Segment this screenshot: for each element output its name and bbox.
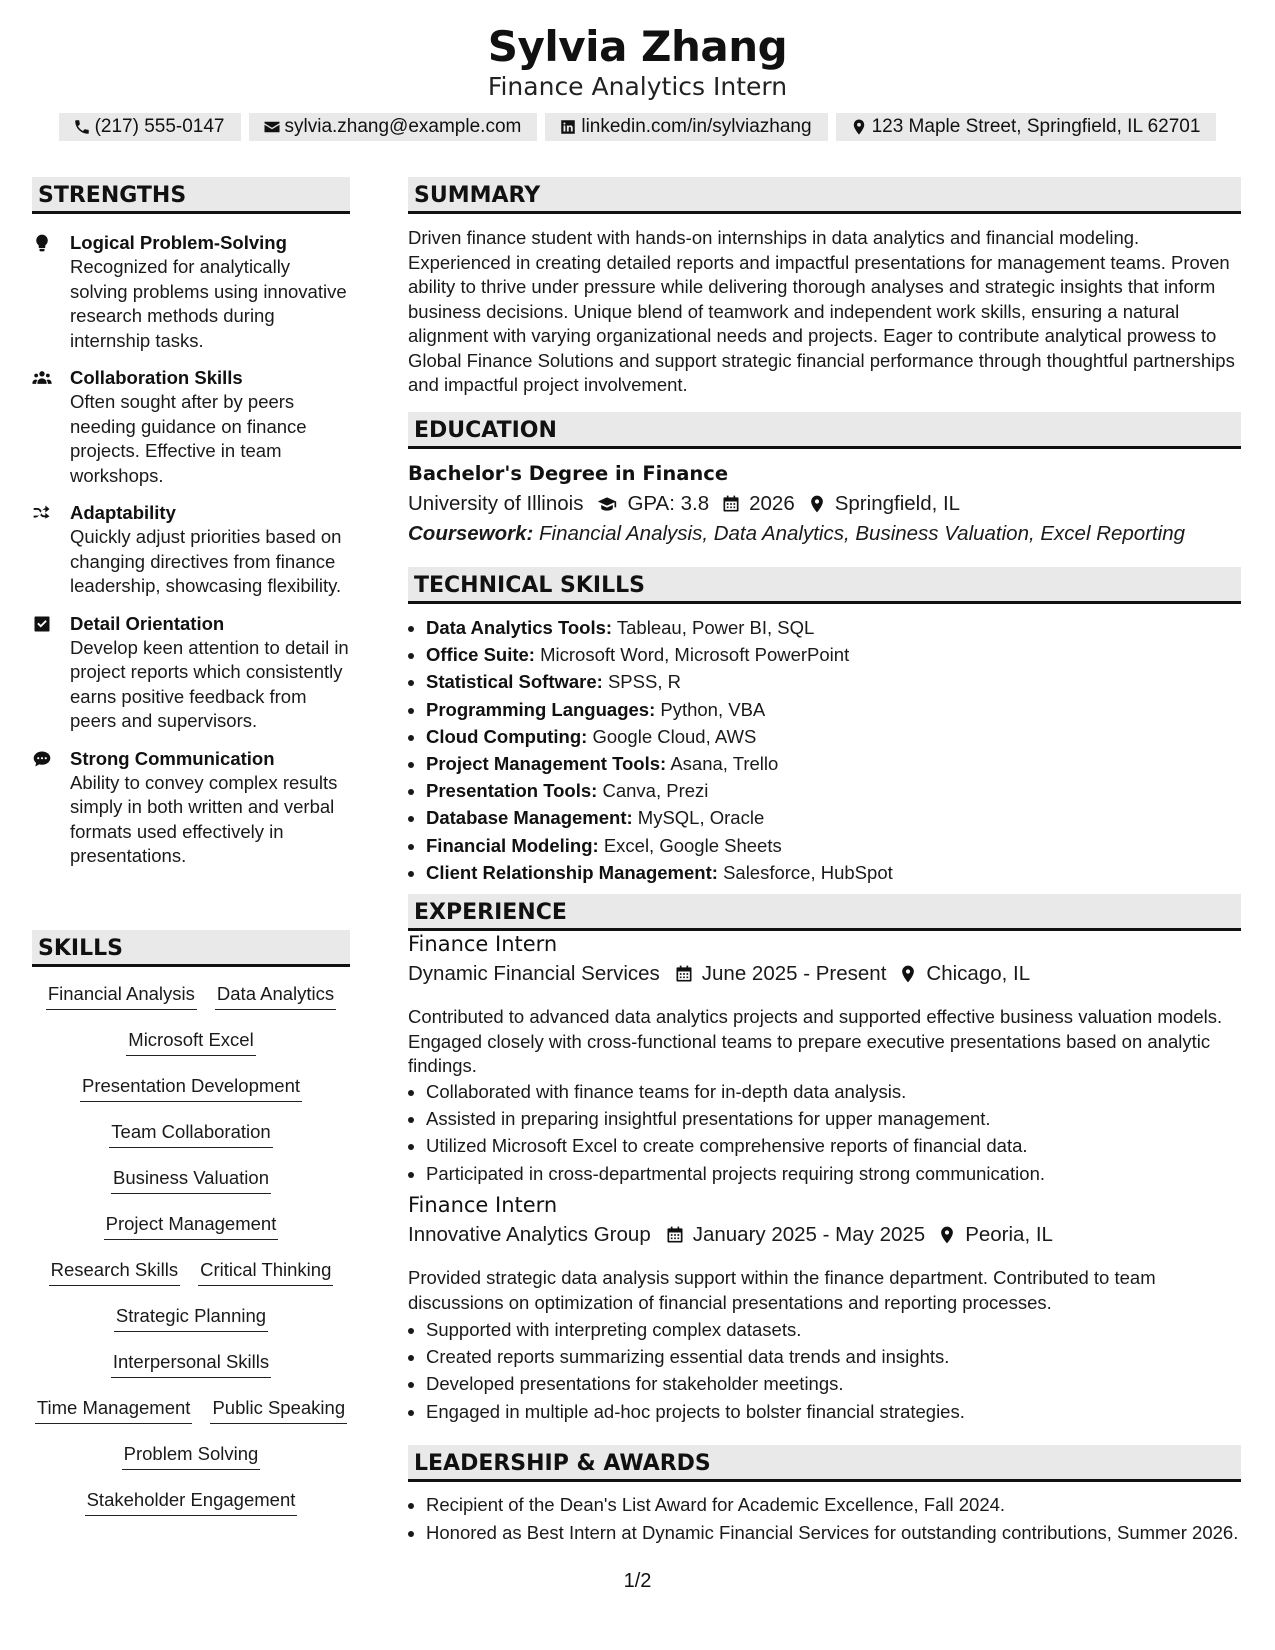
strength-title: Collaboration Skills bbox=[70, 367, 243, 388]
job-title: Finance Intern bbox=[408, 1193, 558, 1217]
tech-skill-value: Asana, Trello bbox=[670, 753, 779, 775]
tech-skill-value: Microsoft Word, Microsoft PowerPoint bbox=[540, 644, 850, 666]
chat-icon bbox=[32, 749, 52, 769]
strength-title: Adaptability bbox=[70, 502, 176, 523]
school-location: Springfield, IL bbox=[834, 492, 961, 515]
contact-phone[interactable] bbox=[59, 113, 241, 141]
shuffle-icon bbox=[32, 503, 52, 523]
tech-skill-value: MySQL, Oracle bbox=[637, 807, 765, 829]
tech-skill-item bbox=[426, 641, 1243, 668]
lightbulb-icon bbox=[32, 233, 52, 253]
strength-desc: Recognized for analytically solving problems using innovative research methods during internship tasks. bbox=[70, 256, 347, 351]
skill-tag: Microsoft Excel bbox=[126, 1029, 255, 1056]
contact-bar bbox=[0, 113, 1275, 141]
contact-linkedin[interactable] bbox=[545, 113, 827, 141]
candidate-name: Sylvia Zhang bbox=[487, 22, 788, 71]
tech-skill-value: Canva, Prezi bbox=[602, 780, 709, 802]
strength-item bbox=[32, 501, 352, 599]
tech-skill-value: SPSS, R bbox=[607, 671, 681, 693]
coursework-line bbox=[408, 522, 1185, 546]
map-pin-icon bbox=[937, 1225, 957, 1245]
tech-skill-label: Office Suite: bbox=[426, 644, 535, 666]
tech-skill-value: Google Cloud, AWS bbox=[592, 725, 757, 747]
award-item: • Recipient of the Dean's List Award for Academic Excellence, Fall 2024. bbox=[426, 1493, 1243, 1518]
job-location: Chicago, IL bbox=[926, 962, 1031, 985]
job-bullet: • Utilized Microsoft Excel to create comprehensive reports of financial data. bbox=[426, 1132, 1243, 1159]
contact-address-text: 123 Maple Street, Springfield, IL 62701 bbox=[871, 116, 1201, 137]
tech-skill-item bbox=[426, 832, 1243, 859]
strength-desc: Develop keen attention to detail in project reports which consistently earns positive feedback from peers and supervisors. bbox=[70, 636, 349, 731]
tech-skill-value: Python, VBA bbox=[660, 698, 766, 720]
tech-skill-label: Financial Modeling: bbox=[426, 834, 599, 856]
skill-tag: Time Management bbox=[35, 1397, 193, 1424]
summary-heading: SUMMARY bbox=[408, 177, 1241, 214]
job-description: Provided strategic data analysis support within the finance department. Contributed to team discussions on optimization of financial presentations and reporting processes. bbox=[408, 1267, 1156, 1313]
tech-skill-label: Client Relationship Management: bbox=[426, 861, 718, 883]
tech-skill-item bbox=[426, 859, 1243, 886]
leadership-heading: LEADERSHIP & AWARDS bbox=[408, 1445, 1241, 1482]
contact-email-text: sylvia.zhang@example.com bbox=[284, 116, 522, 137]
job-bullet: • Collaborated with finance teams for in-depth data analysis. bbox=[426, 1078, 1243, 1105]
skill-tag: Stakeholder Engagement bbox=[85, 1489, 298, 1516]
skill-tag: Project Management bbox=[104, 1213, 279, 1240]
tech-skill-label: Cloud Computing: bbox=[426, 725, 588, 747]
skill-tag: Data Analytics bbox=[215, 983, 336, 1010]
tech-skill-item bbox=[426, 804, 1243, 831]
contact-address[interactable] bbox=[836, 113, 1217, 141]
job-bullet: • Developed presentations for stakeholder meetings. bbox=[426, 1370, 1243, 1397]
tech-skill-label: Data Analytics Tools: bbox=[426, 617, 613, 638]
job-dates: January 2025 - May 2025 bbox=[692, 1223, 926, 1246]
strength-item bbox=[32, 747, 352, 869]
tech-skill-item bbox=[426, 723, 1243, 750]
users-icon bbox=[32, 368, 52, 388]
strength-desc: Ability to convey complex results simply in both written and verbal formats used effectively in presentations. bbox=[70, 771, 338, 866]
tech-skill-label: Programming Languages: bbox=[426, 698, 656, 720]
summary-text: Driven finance student with hands-on internships in data analytics and financial modeling. Experienced in creating detailed reports and impactful presentations for management teams. Proven ability to thrive under pressure while delivering thorough analyses and strategic insights that inform business decisions. Unique blend of teamwork and independent work skills, ensuring a natural alignment with varying organizational needs and projects. Eager to contribute analytical prowess to Global Finance Solutions and support strategic financial performance through thoughtful partnerships and impactful project involvement. bbox=[408, 227, 1235, 395]
skill-tag: Financial Analysis bbox=[46, 983, 197, 1010]
tech-skill-value: Salesforce, HubSpot bbox=[723, 861, 893, 883]
tech-skill-item bbox=[426, 696, 1243, 723]
skill-tag: Business Valuation bbox=[111, 1167, 271, 1194]
coursework-label: Coursework: bbox=[408, 522, 534, 545]
job-meta bbox=[408, 962, 1030, 986]
job-dates: June 2025 - Present bbox=[701, 962, 887, 985]
tech-skill-item bbox=[426, 750, 1243, 777]
contact-linkedin-text: linkedin.com/in/sylviazhang bbox=[581, 116, 812, 137]
awards-list bbox=[408, 1493, 1243, 1548]
strength-title: Strong Communication bbox=[70, 747, 275, 769]
tech-skill-label: Presentation Tools: bbox=[426, 780, 598, 802]
job-bullet: • Assisted in preparing insightful presentations for upper management. bbox=[426, 1105, 1243, 1132]
skill-tag: Research Skills bbox=[49, 1259, 181, 1286]
skills-heading: SKILLS bbox=[32, 930, 350, 967]
phone-icon bbox=[73, 118, 91, 136]
job-bullet: • Participated in cross-departmental projects requiring strong communication. bbox=[426, 1160, 1243, 1187]
linkedin-icon bbox=[559, 118, 577, 136]
coursework-list: Financial Analysis, Data Analytics, Business Valuation, Excel Reporting bbox=[539, 522, 1186, 545]
page-number: 1/2 bbox=[623, 1570, 652, 1592]
skill-tag: Interpersonal Skills bbox=[111, 1351, 271, 1378]
candidate-role: Finance Analytics Intern bbox=[487, 72, 788, 101]
strength-title: Logical Problem-Solving bbox=[70, 232, 287, 253]
strength-desc: Quickly adjust priorities based on changing directives from finance leadership, showcasing flexibility. bbox=[70, 526, 342, 596]
calendar-icon bbox=[665, 1225, 685, 1245]
skill-tag: Critical Thinking bbox=[198, 1259, 333, 1286]
contact-phone-text: (217) 555-0147 bbox=[94, 116, 225, 137]
job-bullet: • Engaged in multiple ad-hoc projects to bolster financial strategies. bbox=[426, 1398, 1243, 1425]
skill-tag: Public Speaking bbox=[210, 1397, 347, 1424]
technical-skills-list bbox=[408, 614, 1243, 886]
graduation-cap-icon bbox=[595, 494, 619, 514]
job-bullets bbox=[408, 1316, 1243, 1425]
skill-tag: Presentation Development bbox=[80, 1075, 302, 1102]
skills-tags bbox=[32, 983, 350, 1516]
strength-desc: Often sought after by peers needing guidance on finance projects. Effective in team workshops. bbox=[70, 391, 307, 486]
checkbox-icon bbox=[32, 614, 52, 634]
company-name: Innovative Analytics Group bbox=[408, 1223, 651, 1246]
contact-email[interactable] bbox=[249, 113, 538, 141]
tech-skill-value: Tableau, Power BI, SQL bbox=[616, 617, 815, 638]
strength-item bbox=[32, 366, 352, 488]
job-bullets bbox=[408, 1078, 1243, 1187]
tech-skill-item bbox=[426, 777, 1243, 804]
calendar-icon bbox=[674, 964, 694, 984]
strength-title: Detail Orientation bbox=[70, 612, 225, 634]
calendar-icon bbox=[721, 494, 741, 514]
strengths-list bbox=[32, 231, 352, 882]
job-bullet: • Supported with interpreting complex datasets. bbox=[426, 1316, 1243, 1343]
technical-skills-heading: TECHNICAL SKILLS bbox=[408, 567, 1241, 604]
award-item: • Honored as Best Intern at Dynamic Financial Services for outstanding contributions, Summer 2026. bbox=[426, 1521, 1243, 1546]
tech-skill-value: Excel, Google Sheets bbox=[603, 834, 782, 856]
map-pin-icon bbox=[898, 964, 918, 984]
company-name: Dynamic Financial Services bbox=[408, 962, 660, 985]
envelope-icon bbox=[263, 118, 281, 136]
school-name: University of Illinois bbox=[408, 492, 584, 515]
job-title: Finance Intern bbox=[408, 932, 558, 956]
map-pin-icon bbox=[850, 118, 868, 136]
skill-tag: Problem Solving bbox=[122, 1443, 261, 1470]
job-location: Peoria, IL bbox=[965, 1223, 1053, 1246]
skill-tag: Strategic Planning bbox=[114, 1305, 268, 1332]
strength-item bbox=[32, 612, 352, 734]
tech-skill-label: Project Management Tools: bbox=[426, 753, 667, 775]
tech-skill-item bbox=[426, 668, 1243, 695]
education-heading: EDUCATION bbox=[408, 412, 1241, 449]
strength-item bbox=[32, 231, 352, 353]
graduation-year: 2026 bbox=[749, 492, 795, 515]
map-pin-icon bbox=[807, 494, 827, 514]
job-bullet: • Created reports summarizing essential data trends and insights. bbox=[426, 1343, 1243, 1370]
job-meta bbox=[408, 1223, 1053, 1247]
skill-tag: Team Collaboration bbox=[109, 1121, 272, 1148]
degree-title: Bachelor's Degree in Finance bbox=[408, 462, 729, 485]
tech-skill-label: Statistical Software: bbox=[426, 671, 603, 693]
tech-skill-item bbox=[426, 614, 1243, 641]
gpa-value: GPA: 3.8 bbox=[627, 492, 710, 515]
job-description: Contributed to advanced data analytics projects and supported effective business valuation models. Engaged closely with cross-functional teams to prepare executive presentations based on analytic findings. bbox=[408, 1006, 1223, 1076]
education-meta bbox=[408, 492, 960, 516]
tech-skill-label: Database Management: bbox=[426, 807, 633, 829]
experience-heading: EXPERIENCE bbox=[408, 894, 1241, 931]
strengths-heading: STRENGTHS bbox=[32, 177, 350, 214]
